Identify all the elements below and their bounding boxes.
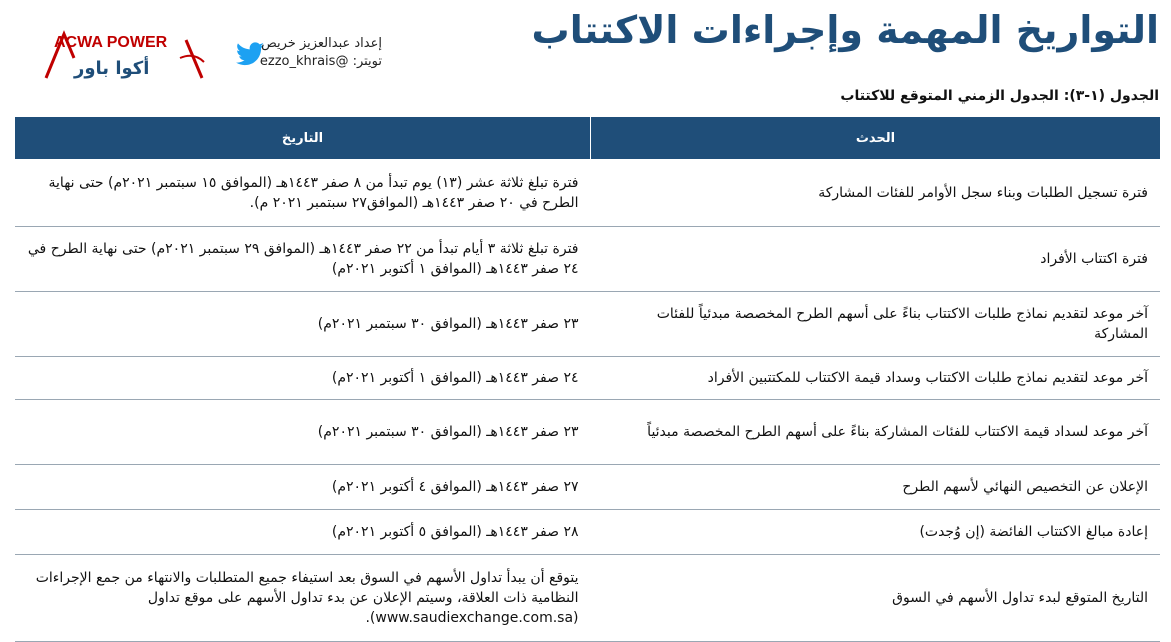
date-cell: يتوقع أن يبدأ تداول الأسهم في السوق بعد استيفاء جميع المتطلبات والانتهاء من جمع الإجراءات النظامية ذات العلاقة، وسيتم الإعلان عن بدء تداول الأسهم على موقع تداول (www.saudiexchange.com.sa). xyxy=(15,555,591,642)
page-title: التواريخ المهمة وإجراءات الاكتتاب xyxy=(531,8,1159,52)
table-row xyxy=(15,159,1161,227)
table-header-row xyxy=(15,117,1161,159)
event-cell: آخر موعد لتقديم نماذج طلبات الاكتتاب بناءً على أسهم الطرح المخصصة مبدئياً للفئات المشاركة xyxy=(591,292,1161,357)
event-cell: إعادة مبالغ الاكتتاب الفائضة (إن وُجدت) xyxy=(591,510,1161,555)
date-cell: ٢٤ صفر ١٤٤٣هـ (الموافق ١ أكتوبر ٢٠٢١م) xyxy=(15,357,591,400)
event-cell: فترة اكتتاب الأفراد xyxy=(591,227,1161,292)
table-row xyxy=(15,400,1161,465)
table-row xyxy=(15,465,1161,510)
author-line: إعداد عبدالعزيز خريص xyxy=(261,36,382,51)
table-row xyxy=(15,555,1161,642)
table-row xyxy=(15,227,1161,292)
date-cell: ٢٨ صفر ١٤٤٣هـ (الموافق ٥ أكتوبر ٢٠٢١م) xyxy=(15,510,591,555)
event-cell: آخر موعد لسداد قيمة الاكتتاب للفئات المشاركة بناءً على أسهم الطرح المخصصة مبدئياً xyxy=(591,400,1161,465)
date-cell: فترة تبلغ ثلاثة ٣ أيام تبدأ من ٢٢ صفر ١٤٤٣هـ (الموافق ٢٩ سبتمبر ٢٠٢١م) حتى نهاية الطرح في ٢٤ صفر ١٤٤٣هـ (الموافق ١ أكتوبر ٢٠٢١م) xyxy=(15,227,591,292)
company-logo xyxy=(40,28,210,84)
header xyxy=(0,0,1171,90)
table-row xyxy=(15,510,1161,555)
event-cell: الإعلان عن التخصيص النهائي لأسهم الطرح xyxy=(591,465,1161,510)
date-cell: فترة تبلغ ثلاثة عشر (١٣) يوم تبدأ من ٨ صفر ١٤٤٣هـ (الموافق ١٥ سبتمبر ٢٠٢١م) حتى نهاية الطرح في ٢٠ صفر ١٤٤٣هـ (الموافق٢٧ سبتمبر ٢٠٢١ م). xyxy=(15,159,591,227)
logo-text-ar: أكوا باور xyxy=(74,58,150,79)
twitter-handle: تويتر: @ezzo_khrais xyxy=(259,54,382,69)
table-row xyxy=(15,357,1161,400)
header-date: التاريخ xyxy=(15,117,591,159)
date-cell: ٢٧ صفر ١٤٤٣هـ (الموافق ٤ أكتوبر ٢٠٢١م) xyxy=(15,465,591,510)
event-cell: فترة تسجيل الطلبات وبناء سجل الأوامر للفئات المشاركة xyxy=(591,159,1161,227)
header-event: الحدث xyxy=(591,117,1161,159)
date-cell: ٢٣ صفر ١٤٤٣هـ (الموافق ٣٠ سبتمبر ٢٠٢١م) xyxy=(15,292,591,357)
logo-text-en: ACWA POWER xyxy=(54,34,168,51)
timeline-table xyxy=(14,117,1160,642)
event-cell: آخر موعد لتقديم نماذج طلبات الاكتتاب وسداد قيمة الاكتتاب للمكتتبين الأفراد xyxy=(591,357,1161,400)
table-caption: الجدول (١-٣): الجدول الزمني المتوقع للاكتتاب xyxy=(840,88,1159,104)
event-cell: التاريخ المتوقع لبدء تداول الأسهم في السوق xyxy=(591,555,1161,642)
table-row xyxy=(15,292,1161,357)
date-cell: ٢٣ صفر ١٤٤٣هـ (الموافق ٣٠ سبتمبر ٢٠٢١م) xyxy=(15,400,591,465)
